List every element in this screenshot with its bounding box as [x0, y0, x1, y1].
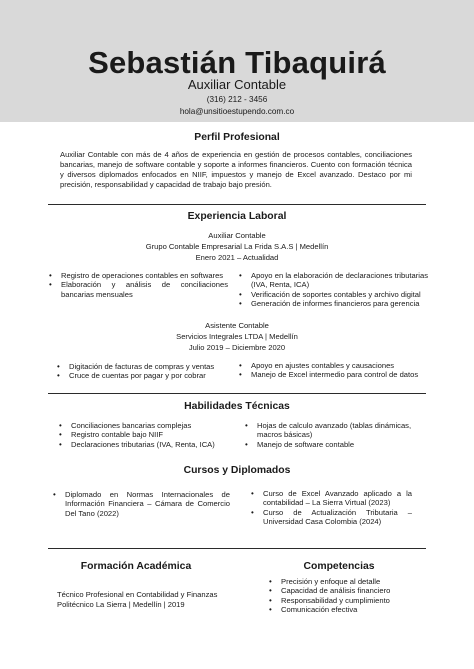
bullet-icon: •	[251, 489, 254, 498]
experience-heading: Experiencia Laboral	[187, 211, 287, 222]
profile-text: Auxiliar Contable con más de 4 años de experiencia en gestión de procesos contables, conciliaciones bancarias, manejo de software contable y soporte a informes financieros. Cuento con formación técnica y diversos diplomados enfocados en NIIF, impuestos y manejo de Excel avanzado. Destaco por mi precisión, responsabilidad y capacidad de trabajo bajo presión.	[60, 150, 412, 189]
list-item: • Hojas de calculo avanzado (tablas dinámicas, macros básicas)	[245, 421, 412, 440]
job-role: Asistente Contable	[205, 321, 269, 330]
competencies-list	[268, 577, 438, 615]
list-item: • Cruce de cuentas por pagar y por cobrar	[57, 371, 206, 381]
bullet-icon: •	[239, 370, 242, 380]
list-item: • Conciliaciones bancarias complejas	[59, 421, 192, 430]
list-item: • Registro de operaciones contables en softwares	[49, 271, 224, 280]
bullet-icon: •	[53, 490, 56, 499]
job-company: Grupo Contable Empresarial La Frida S.A.S | Medellín	[145, 242, 329, 251]
bullet-icon: •	[59, 430, 62, 440]
list-item: • Curso de Excel Avanzado aplicado a la contabilidad – La Sierra Virtual (2023)	[251, 489, 412, 508]
header-band	[0, 0, 474, 122]
list-item: • Comunicación efectiva	[269, 605, 358, 615]
skills-heading: Habilidades Técnicas	[184, 401, 290, 412]
bullet-icon: •	[269, 586, 272, 596]
courses-left	[52, 490, 230, 518]
bullet-icon: •	[269, 605, 272, 615]
bullet-icon: •	[245, 439, 248, 449]
skills-left	[58, 421, 238, 449]
bullet-icon: •	[59, 421, 62, 430]
list-item: • Apoyo en la elaboración de declaraciones tributarias (IVA, Renta, ICA)	[239, 271, 428, 290]
job-duties-left	[48, 271, 228, 299]
courses-right	[250, 489, 412, 527]
list-item: • Manejo de Excel intermedio para control de datos	[239, 370, 419, 380]
bullet-icon: •	[269, 595, 272, 605]
profile-heading: Perfil Profesional	[194, 132, 280, 143]
job-role: Auxiliar Contable	[208, 231, 266, 240]
courses-heading: Cursos y Diplomados	[183, 465, 291, 476]
bullet-icon: •	[245, 421, 248, 430]
job-company: Servicios Integrales LTDA | Medellín	[176, 332, 298, 341]
bullet-icon: •	[49, 271, 52, 280]
person-name: Sebastián Tibaquirá	[88, 45, 386, 80]
divider	[48, 204, 426, 205]
education-institution: Politécnico La Sierra | Medellín | 2019	[57, 600, 185, 609]
list-item: • Manejo de software contable	[245, 439, 355, 449]
list-item: • Diplomado en Normas Internacionales de Información Financiera – Cámara de Comercio Del Tano (2022)	[53, 490, 230, 518]
job-dates: Julio 2019 – Diciembre 2020	[188, 343, 286, 352]
list-item: • Responsabilidad y cumplimiento	[269, 595, 390, 605]
bullet-icon: •	[57, 371, 60, 381]
divider	[48, 548, 426, 549]
job-duties-left	[56, 362, 236, 381]
bullet-icon: •	[59, 439, 62, 449]
bullet-icon: •	[239, 289, 242, 299]
list-item: • Verificación de soportes contables y archivo digital	[239, 289, 421, 299]
phone-number: (316) 212 - 3456	[206, 95, 268, 104]
list-item: • Generación de informes financieros para gerencia	[239, 299, 420, 309]
list-item: • Digitación de facturas de compras y ventas	[57, 362, 215, 371]
education-heading: Formación Académica	[80, 561, 192, 572]
bullet-icon: •	[239, 271, 242, 280]
competencies-heading: Competencias	[303, 561, 375, 572]
education-degree: Técnico Profesional en Contabilidad y Finanzas	[57, 590, 218, 599]
skills-right	[244, 421, 424, 449]
bullet-icon: •	[57, 362, 60, 371]
bullet-icon: •	[269, 577, 272, 586]
divider	[48, 393, 426, 394]
job-duties-right	[238, 271, 428, 309]
bullet-icon: •	[251, 507, 254, 517]
job-dates: Enero 2021 – Actualidad	[195, 253, 279, 262]
list-item: • Registro contable bajo NIIF	[59, 430, 164, 440]
list-item: • Elaboración y análisis de conciliaciones bancarias mensuales	[49, 280, 228, 299]
job-title: Auxiliar Contable	[187, 77, 287, 92]
list-item: • Declaraciones tributarias (IVA, Renta, ICA)	[59, 439, 215, 449]
bullet-icon: •	[239, 361, 242, 370]
list-item: • Precisión y enfoque al detalle	[269, 577, 381, 586]
bullet-icon: •	[239, 299, 242, 309]
email-address[interactable]: hola@unsitioestupendo.com.co	[179, 107, 295, 116]
bullet-icon: •	[49, 280, 52, 290]
list-item: • Apoyo en ajustes contables y causaciones	[239, 361, 395, 370]
list-item: • Capacidad de análisis financiero	[269, 586, 391, 596]
job-duties-right	[238, 361, 438, 380]
list-item: • Curso de Actualización Tributaria – Universidad Casa Colombia (2024)	[251, 507, 412, 527]
